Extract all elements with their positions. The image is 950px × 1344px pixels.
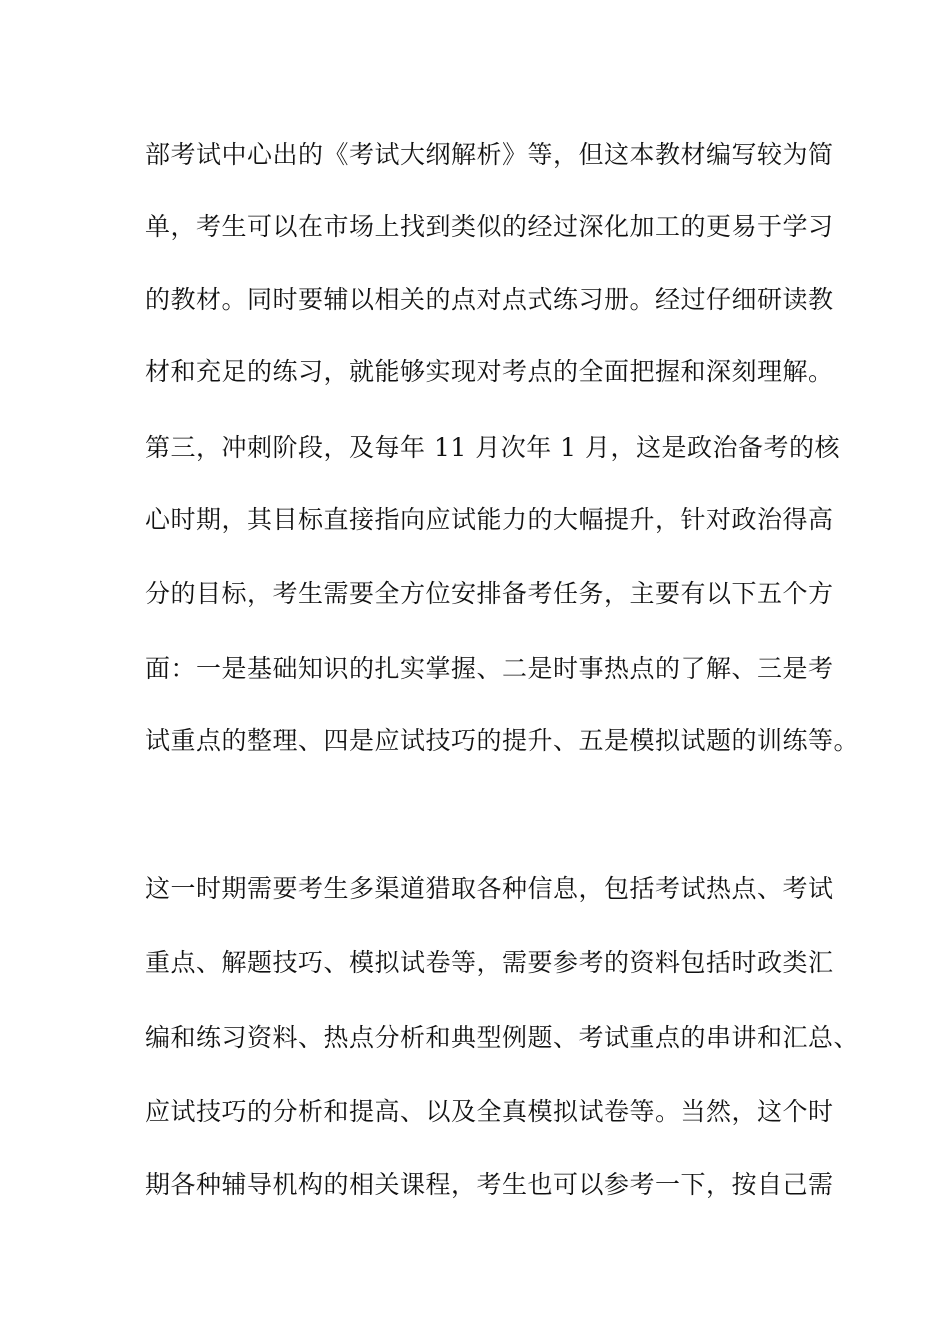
text-line: 部考试中心出的《考试大纲解析》等，但这本教材编写较为简	[145, 140, 834, 169]
text-line: 第三，冲刺阶段，及每年 11 月次年 1 月，这是政治备考的核	[145, 433, 841, 462]
text-line: 编和练习资料、热点分析和典型例题、考试重点的串讲和汇总、	[145, 1023, 860, 1052]
text-line: 的教材。同时要辅以相关的点对点式练习册。经过仔细研读教	[145, 285, 834, 314]
text-line: 心时期，其目标直接指向应试能力的大幅提升，针对政治得高	[145, 505, 834, 534]
text-line: 应试技巧的分析和提高、以及全真模拟试卷等。当然，这个时	[145, 1097, 834, 1126]
text-line: 试重点的整理、四是应试技巧的提升、五是模拟试题的训练等。	[145, 726, 860, 755]
text-line: 期各种辅导机构的相关课程，考生也可以参考一下，按自己需	[145, 1170, 834, 1199]
text-line: 重点、解题技巧、模拟试卷等，需要参考的资料包括时政类汇	[145, 948, 834, 977]
text-line: 单，考生可以在市场上找到类似的经过深化加工的更易于学习	[145, 212, 834, 241]
text-line: 面：一是基础知识的扎实掌握、二是时事热点的了解、三是考	[145, 654, 834, 683]
text-line: 分的目标，考生需要全方位安排备考任务，主要有以下五个方	[145, 579, 834, 608]
text-line: 这一时期需要考生多渠道猎取各种信息，包括考试热点、考试	[145, 874, 834, 903]
text-line: 材和充足的练习，就能够实现对考点的全面把握和深刻理解。	[145, 357, 834, 386]
